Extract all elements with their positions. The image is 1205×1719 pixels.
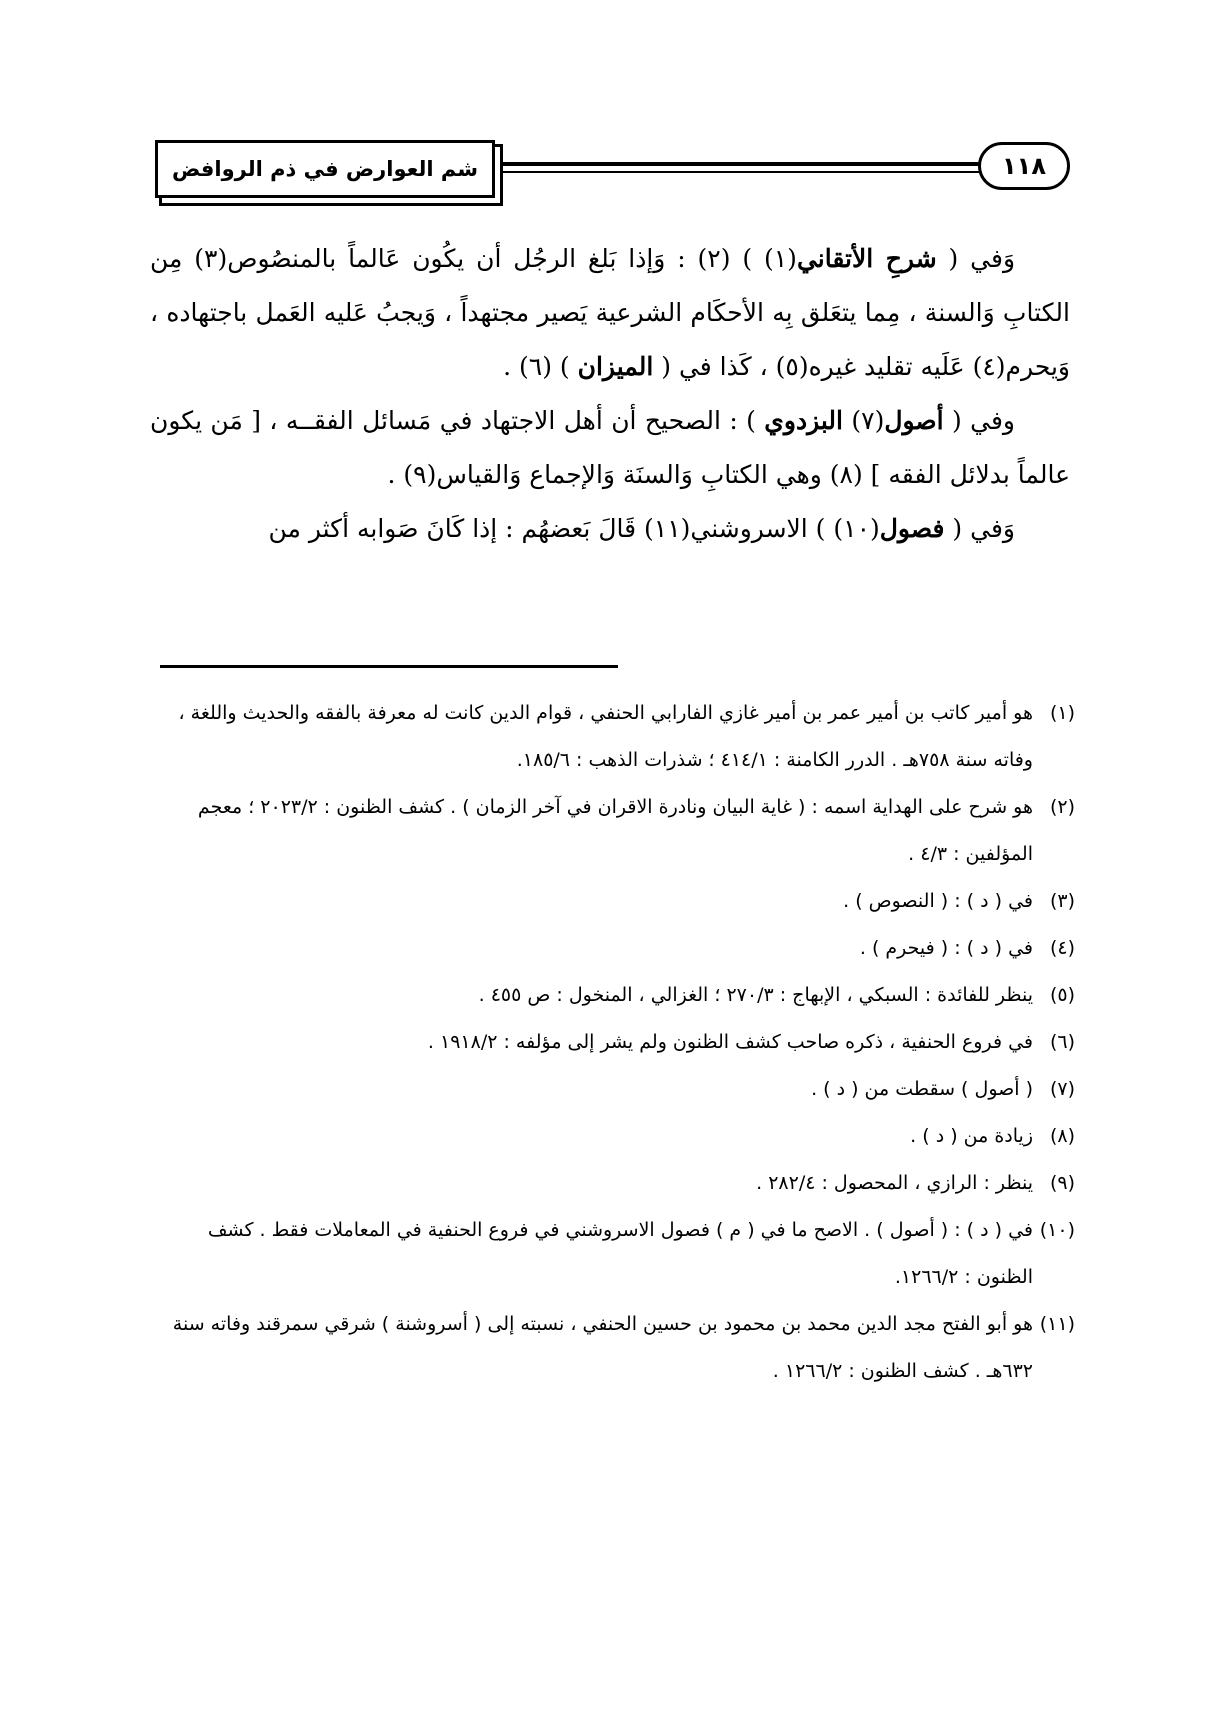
footnote-text: هو أمير كاتب بن أمير عمر بن أمير غازي الفارابي الحنفي ، قوام الدين كانت له معرفة بالفقه والحديث واللغة ، وفاته سنة ٧٥٨هـ . الدرر الكامنة : ٤١٤/١ ؛ شذرات الذهب : ١٨٥/٦. [178, 702, 1033, 771]
footnote [150, 1113, 1075, 1160]
page-header [155, 140, 1070, 202]
footnote-number: (٤) [1049, 937, 1075, 959]
footnote-number: (١٠) [1039, 1219, 1075, 1241]
footnote-text: زيادة من ( د ) . [910, 1125, 1033, 1147]
footnote [150, 690, 1075, 784]
footnote-text: ( أصول ) سقطت من ( د ) . [811, 1078, 1033, 1100]
footnote-text: في ( د ) : ( أصول ) . الاصح ما في ( م ) فصول الاسروشني في فروع الحنفية في المعاملات فقط . كشف الظنون : ١٢٦٦/٢. [207, 1219, 1033, 1288]
footnote-text: في فروع الحنفية ، ذكره صاحب كشف الظنون ولم يشر إلى مؤلفه : ١٩١٨/٢ . [427, 1031, 1033, 1053]
text-span: (٧) [842, 406, 885, 435]
book-title: الميزان [577, 352, 654, 381]
footnote-text: ينظر للفائدة : السبكي ، الإبهاج : ٢٧٠/٣ ؛ الغزالي ، المنخول : ص ٤٥٥ . [478, 984, 1033, 1006]
footnote-number: (٦) [1049, 1031, 1075, 1053]
footnote-text: ينظر : الرازي ، المحصول : ٢٨٢/٤ . [756, 1172, 1033, 1194]
running-title: شم العوارض في ذم الروافض [155, 140, 495, 198]
footnote [150, 1066, 1075, 1113]
text-span: وَفي ( [936, 244, 1016, 273]
page-number: ١١٨ [978, 142, 1070, 190]
main-text [150, 232, 1070, 556]
footnote-text: هو أبو الفتح مجد الدين محمد بن محمود بن حسين الحنفي ، نسبته إلى ( أسروشنة ) شرقي سمرقند وفاته سنة ٦٣٢هـ . كشف الظنون : ١٢٦٦/٢ . [172, 1313, 1033, 1382]
footnote [150, 784, 1075, 878]
footnote [150, 1019, 1075, 1066]
footnotes [150, 690, 1075, 1395]
footnote [150, 1207, 1075, 1301]
book-title: أصول [884, 406, 944, 435]
paragraph-3 [150, 502, 1070, 556]
footnote [150, 878, 1075, 925]
footnote-number: (٩) [1049, 1172, 1075, 1194]
text-span: ) (٦) . [503, 352, 578, 381]
text-span: وفي ( [943, 406, 1015, 435]
text-span: (١) ) (٢) : وَإذا بَلغ الرجُل أن يكُون عَالماً بالمنصُوص(٣) مِن الكتابِ وَالسنة ، مِما يتعَلق بِه الأحكَام الشرعية يَصير مجتهداً ، وَيجبُ عَليه العَمل باجتهاده ، وَيحرم(٤) عَلَيه تقليد غيره(٥) ، كَذا في ( [150, 244, 1070, 381]
text-span: (١٠) ) الاسروشني(١١) قَالَ بَعضهُم : إذا كَانَ صَوابه أكثر من [268, 514, 880, 543]
footnote-text: في ( د ) : ( فيحرم ) . [859, 937, 1033, 959]
footnote-text: هو شرح على الهداية اسمه : ( غاية البيان ونادرة الاقران في آخر الزمان ) . كشف الظنون : ٢٠٢٣/٢ ؛ معجم المؤلفين : ٤/٣ . [197, 796, 1033, 865]
paragraph-1 [150, 232, 1070, 394]
book-title: شرحِ الأتقاني [796, 244, 937, 273]
footnote-number: (١) [1049, 702, 1075, 724]
book-title: فصول [879, 514, 945, 543]
footnote-text: في ( د ) : ( النصوص ) . [843, 890, 1033, 912]
book-title: البزدوي [764, 406, 843, 435]
paragraph-2 [150, 394, 1070, 502]
footnote-number: (٥) [1049, 984, 1075, 1006]
header-rule-thin [495, 171, 980, 173]
footnote-number: (٧) [1049, 1078, 1075, 1100]
text-span: ) : الصحيح أن أهل الاجتهاد في مَسائل الفقــه ، [ مَن يكون عالماً بدلائل الفقه ] (٨) وهي الكتابِ وَالسنَة وَالإجماع وَالقياس(٩) . [150, 406, 1070, 489]
footnote-number: (٣) [1049, 890, 1075, 912]
footnote [150, 972, 1075, 1019]
footnote-number: (١١) [1039, 1313, 1075, 1335]
footnote-number: (٨) [1049, 1125, 1075, 1147]
text-span: وَفي ( [944, 514, 1015, 543]
footnote [150, 1160, 1075, 1207]
header-rule [495, 162, 980, 166]
footnote [150, 1301, 1075, 1395]
footnote-separator [160, 665, 618, 668]
footnote [150, 925, 1075, 972]
footnote-number: (٢) [1049, 796, 1075, 818]
